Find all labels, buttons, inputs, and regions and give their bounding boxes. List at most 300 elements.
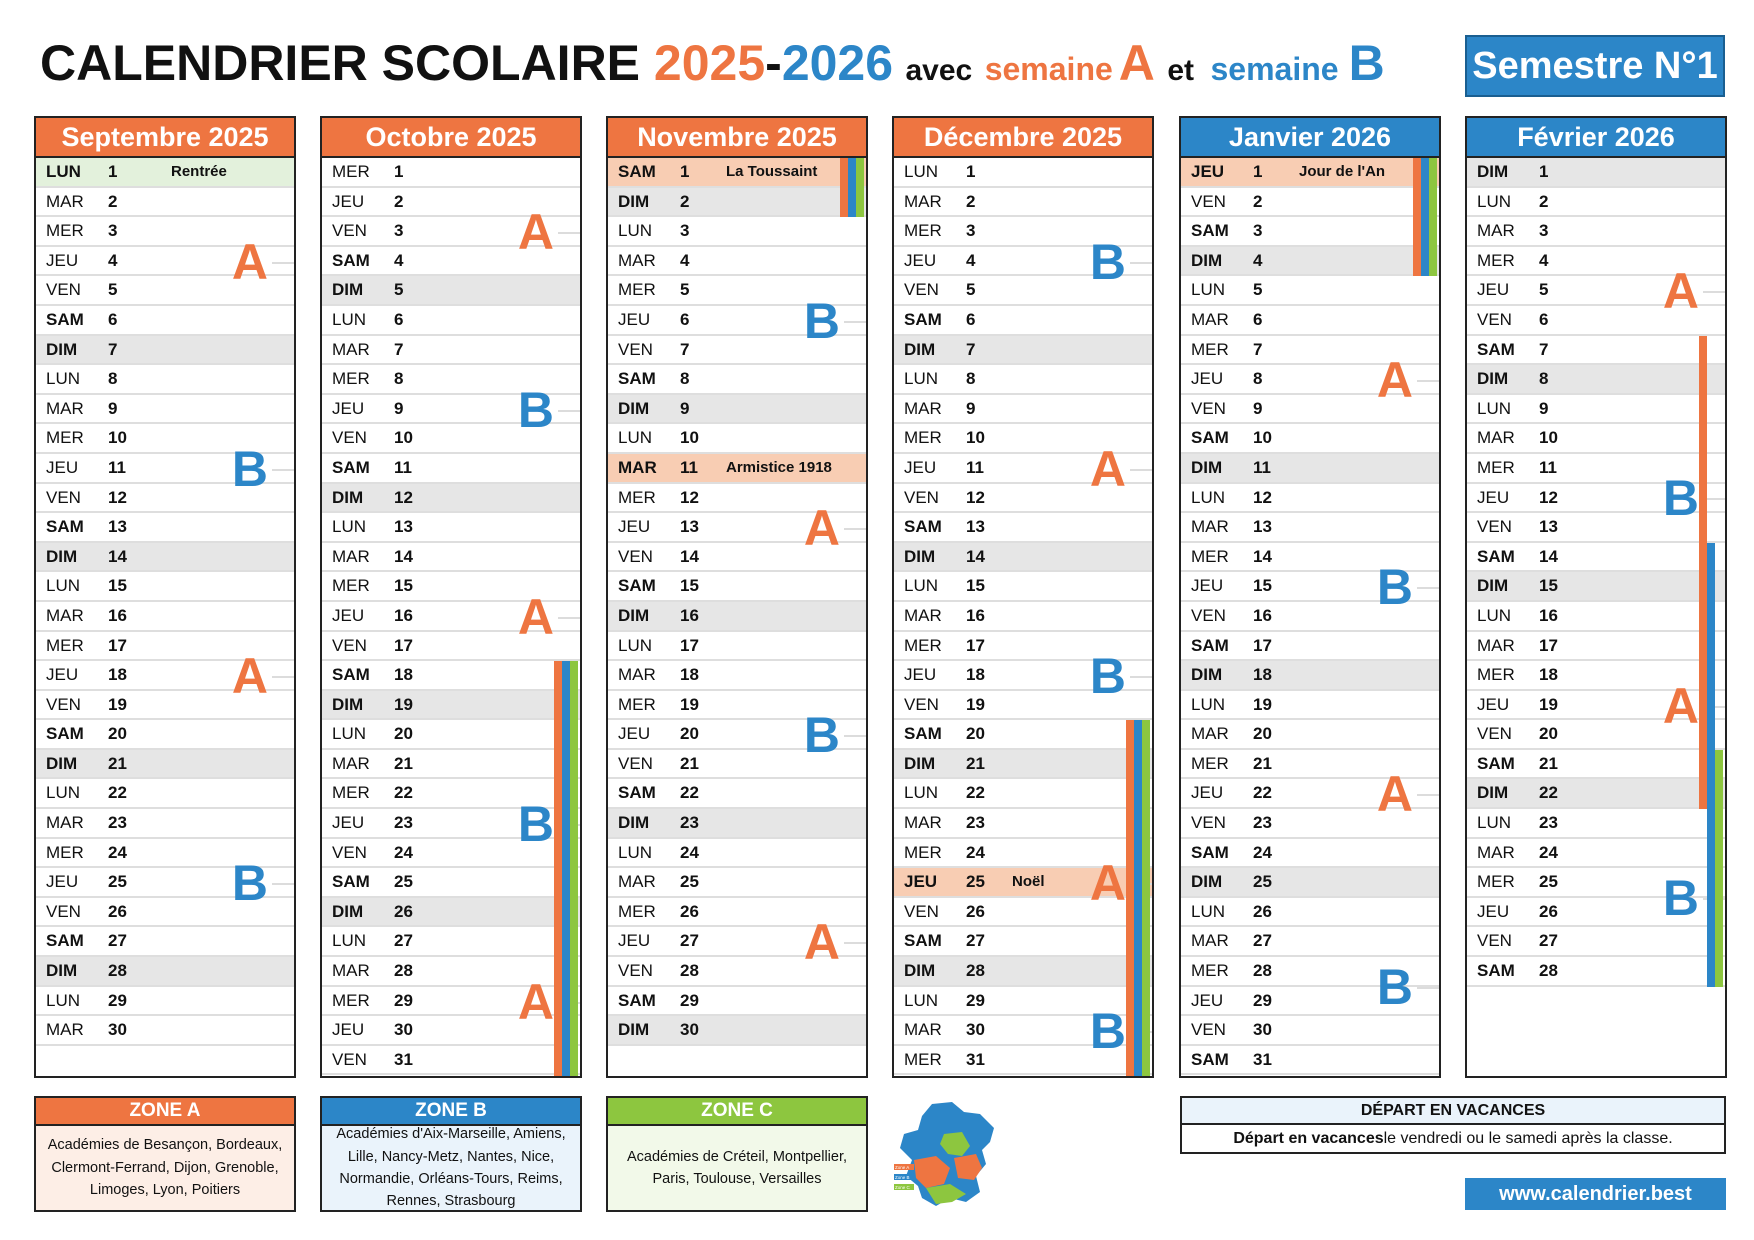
week-letter: B [231,855,268,912]
day-row [894,572,1152,602]
weekday-label: MER [1477,457,1515,477]
day-rows [894,158,1152,1075]
day-row [608,1016,866,1046]
weekday-label: MAR [332,753,370,773]
day-number: 1 [108,162,118,181]
weekday-label: MAR [1477,842,1515,862]
week-marker-line [558,232,580,234]
day-row [36,602,294,632]
day-row [36,543,294,573]
day-event-label: Noël [1012,873,1045,891]
weekday-label: SAM [618,162,656,181]
day-number: 1 [680,162,690,181]
weekday-label: DIM [46,753,78,773]
day-row [608,661,866,691]
week-marker-line [558,617,580,619]
day-number: 26 [394,901,413,921]
weekday-label: LUN [904,783,939,803]
day-number: 28 [680,961,699,981]
month-column [606,116,868,1078]
day-number: 23 [1539,813,1558,833]
day-event-label: La Toussaint [726,163,818,180]
day-number: 13 [1253,517,1272,537]
weekday-label: VEN [618,339,653,359]
weekday-label: VEN [46,487,81,507]
weekday-label: MER [46,221,84,241]
day-row [1181,217,1439,247]
day-number: 6 [680,309,690,329]
weekday-label: LUN [904,162,939,181]
day-number: 11 [966,457,984,477]
day-number: 23 [394,813,413,833]
week-letter: A [517,973,554,1030]
weekday-label: JEU [904,250,937,270]
week-letter: B [1662,470,1699,527]
weekday-label: MAR [1477,635,1515,655]
weekday-label: JEU [46,872,79,892]
day-row [1181,691,1439,721]
weekday-label: SAM [618,783,656,803]
day-row [894,809,1152,839]
week-letter: A [517,204,554,260]
zone-a-title: ZONE A [36,1098,294,1126]
month-header: Décembre 2025 [894,118,1152,158]
weekday-label: LUN [618,635,653,655]
day-number: 30 [680,1020,699,1040]
day-row [1181,1016,1439,1046]
day-row [1467,543,1725,573]
day-number: 19 [1253,694,1272,714]
day-number: 18 [966,665,985,685]
weekday-label: LUN [1477,813,1512,833]
day-number: 16 [1253,605,1272,625]
day-number: 2 [108,191,118,211]
day-number: 4 [1539,250,1549,270]
day-number: 6 [966,309,976,329]
day-number: 9 [680,398,690,418]
day-row [894,750,1152,780]
day-row [894,336,1152,366]
week-letter: B [1089,1003,1126,1060]
weekday-label: DIM [332,901,364,921]
day-number: 3 [108,221,118,241]
day-number: 27 [680,931,699,951]
day-row [322,454,580,484]
day-row [1181,839,1439,869]
day-row [608,632,866,662]
day-row [322,720,580,750]
day-number: 8 [1539,369,1549,389]
day-number: 15 [108,576,127,596]
day-number: 28 [394,961,413,981]
week-letter: B [1376,958,1413,1015]
weekday-label: LUN [332,931,367,951]
zone-b-text: Académies d'Aix-Marseille, Amiens, Lille, Nancy-Metz, Nantes, Nice, Normandie, Orléans-Tours, Reims, Rennes, Strasbourg [322,1126,580,1210]
weekday-label: MAR [1191,517,1229,537]
week-marker-line [844,942,866,944]
zone-b-title: ZONE B [322,1098,580,1126]
weekday-label: DIM [1477,369,1509,389]
day-number: 28 [108,961,127,981]
week-marker-line [1417,380,1439,382]
weekday-label: MER [332,990,370,1010]
day-number: 4 [394,250,404,270]
day-row [608,868,866,898]
weekday-label: LUN [618,842,653,862]
weekday-label: VEN [618,961,653,981]
day-number: 10 [680,428,699,448]
vacation-bar-zone-b [1707,543,1715,987]
day-number: 9 [966,398,976,418]
weekday-label: MAR [1191,931,1229,951]
week-marker-line [1130,676,1152,678]
day-row [36,572,294,602]
zone-c-title: ZONE C [608,1098,866,1126]
day-number: 8 [966,369,976,389]
weekday-label: LUN [1191,901,1226,921]
weekday-label: DIM [1477,576,1509,596]
weekday-label: VEN [332,842,367,862]
day-number: 25 [108,872,127,892]
weekday-label: VEN [1191,398,1226,418]
day-number: 30 [966,1020,985,1040]
weekday-label: VEN [904,694,939,714]
day-row [1181,484,1439,514]
weekday-label: DIM [618,605,650,625]
month-column [320,116,582,1078]
day-row [608,839,866,869]
day-row [1467,779,1725,809]
weekday-label: VEN [1191,813,1226,833]
week-marker-line [1703,291,1725,293]
day-number: 1 [394,162,404,181]
day-row [1467,395,1725,425]
weekday-label: SAM [332,250,370,270]
day-row [1467,424,1725,454]
week-letter: A [803,914,840,971]
day-row [608,158,866,188]
weekday-label: DIM [46,546,78,566]
website-link[interactable]: www.calendrier.best [1465,1178,1726,1210]
day-row [894,306,1152,336]
day-rows [608,158,866,1046]
weekday-label: MAR [332,546,370,566]
weekday-label: DIM [904,546,936,566]
weekday-label: JEU [618,931,651,951]
month-header: Février 2026 [1467,118,1725,158]
day-number: 23 [680,813,699,833]
day-number: 21 [1539,753,1558,773]
day-number: 30 [394,1020,413,1040]
day-number: 20 [1253,724,1272,744]
weekday-label: MAR [904,605,942,625]
title-text: CALENDRIER SCOLAIRE [40,35,654,91]
day-number: 18 [108,665,127,685]
weekday-label: LUN [618,221,653,241]
day-number: 10 [966,428,985,448]
day-number: 21 [108,753,127,773]
day-number: 4 [108,250,118,270]
month-column [1465,116,1727,1078]
weekday-label: MER [1191,753,1229,773]
day-row [1467,602,1725,632]
title-letter-a: A [1118,35,1155,91]
day-row [322,513,580,543]
weekday-label: JEU [618,309,651,329]
day-number: 21 [680,753,699,773]
day-number: 17 [108,635,127,655]
day-number: 20 [1539,724,1558,744]
day-number: 18 [1253,665,1272,685]
day-number: 6 [108,309,118,329]
day-number: 19 [680,694,699,714]
week-letter: B [1662,870,1699,926]
weekday-label: MAR [1191,724,1229,744]
weekday-label: JEU [904,665,937,685]
day-number: 17 [966,635,985,655]
day-row [608,247,866,277]
weekday-label: DIM [904,339,936,359]
day-row [608,572,866,602]
weekday-label: MER [618,694,656,714]
weekday-label: DIM [1191,665,1223,685]
vacation-bar-zone-b [1421,158,1429,276]
day-row [36,395,294,425]
day-row [1467,336,1725,366]
day-number: 19 [394,694,413,714]
weekday-label: MAR [332,339,370,359]
weekday-label: LUN [46,783,81,803]
day-number: 27 [394,931,413,951]
day-row [1181,868,1439,898]
day-row [894,779,1152,809]
day-number: 28 [966,961,985,981]
week-marker-line [272,676,294,678]
weekday-label: JEU [46,457,79,477]
weekday-label: DIM [904,961,936,981]
weekday-label: MER [904,1049,942,1069]
day-number: 14 [1539,546,1558,566]
map-legend-zone-a: Zone A [895,1165,910,1170]
weekday-label: VEN [1191,191,1226,211]
month-header: Septembre 2025 [36,118,294,158]
day-number: 5 [394,280,404,300]
day-event-label: Armistice 1918 [726,458,832,476]
weekday-label: SAM [904,931,942,951]
day-row [1181,632,1439,662]
day-number: 14 [680,546,699,566]
vacation-bar-zone-c [856,158,864,217]
depart-text-rest: le vendredi ou le samedi après la classe. [1383,1129,1673,1147]
day-number: 29 [680,990,699,1010]
weekday-label: MAR [904,398,942,418]
day-number: 11 [394,457,412,477]
day-number: 13 [680,517,699,537]
day-number: 8 [394,369,404,389]
day-number: 5 [966,280,976,300]
day-row [1467,809,1725,839]
week-marker-line [272,883,294,885]
day-number: 3 [680,221,690,241]
weekday-label: MAR [1477,428,1515,448]
day-row [608,424,866,454]
day-number: 24 [108,842,127,862]
day-row [894,365,1152,395]
day-number: 26 [966,901,985,921]
day-row [1181,513,1439,543]
day-number: 31 [966,1049,985,1069]
day-row [1467,927,1725,957]
day-row [608,188,866,218]
day-number: 11 [680,457,698,477]
title-et: et [1167,54,1195,87]
day-number: 28 [1253,961,1272,981]
day-number: 15 [1539,576,1558,596]
day-row [894,188,1152,218]
weekday-label: MER [46,635,84,655]
day-number: 27 [1253,931,1272,951]
day-number: 15 [966,576,985,596]
week-marker-line [272,469,294,471]
week-marker-line [844,321,866,323]
day-rows [1467,158,1725,987]
week-marker-line [1417,587,1439,589]
day-number: 16 [966,605,985,625]
day-row [1181,927,1439,957]
weekday-label: VEN [904,901,939,921]
day-number: 3 [1539,221,1549,241]
day-number: 12 [680,487,699,507]
day-row [608,987,866,1017]
weekday-label: DIM [46,339,78,359]
weekday-label: JEU [1477,694,1510,714]
zone-a-text: Académies de Besançon, Bordeaux, Clermont-Ferrand, Dijon, Grenoble, Limoges, Lyon, Poitiers [36,1126,294,1210]
weekday-label: SAM [332,457,370,477]
day-number: 22 [108,783,127,803]
zone-c-text: Académies de Créteil, Montpellier, Paris, Toulouse, Versailles [608,1126,866,1210]
week-letter: A [1376,766,1413,823]
title-year-start: 2025 [653,35,766,91]
weekday-label: DIM [1477,162,1509,181]
weekday-label: VEN [46,694,81,714]
weekday-label: LUN [1477,398,1512,418]
day-number: 13 [1539,517,1558,537]
week-marker-line [272,262,294,264]
weekday-label: DIM [332,487,364,507]
depart-vacances-box [1180,1096,1726,1154]
day-number: 9 [108,398,118,418]
day-row [36,809,294,839]
week-marker-line [558,410,580,412]
map-legend-zone-c: Zone C [895,1185,910,1190]
day-number: 5 [1539,280,1549,300]
day-number: 2 [1539,191,1549,211]
day-number: 8 [108,369,118,389]
day-row [36,750,294,780]
day-number: 19 [966,694,985,714]
day-row [36,987,294,1017]
day-number: 16 [1539,605,1558,625]
weekday-label: LUN [46,369,81,389]
day-number: 13 [966,517,985,537]
day-number: 10 [1253,428,1272,448]
day-row [608,602,866,632]
day-row [322,691,580,721]
day-number: 29 [108,990,127,1010]
weekday-label: SAM [46,309,84,329]
weekday-label: JEU [1191,783,1224,803]
day-number: 25 [680,872,699,892]
weekday-label: VEN [46,280,81,300]
day-row [322,750,580,780]
day-number: 26 [108,901,127,921]
weekday-label: MER [1477,665,1515,685]
day-number: 26 [1253,901,1272,921]
weekday-label: JEU [1191,162,1225,181]
day-number: 13 [108,517,127,537]
week-letter: B [231,440,268,497]
day-row [36,188,294,218]
day-number: 9 [394,398,404,418]
weekday-label: LUN [46,576,81,596]
week-marker-line [1130,469,1152,471]
day-number: 9 [1539,398,1549,418]
day-row [36,158,294,188]
weekday-label: JEU [332,191,365,211]
day-number: 14 [1253,546,1272,566]
day-row [1467,365,1725,395]
week-marker-line [844,735,866,737]
day-number: 20 [394,724,413,744]
france-zones-map-icon [892,1098,1002,1210]
day-row [894,158,1152,188]
vacation-bar-zone-a [1413,158,1421,276]
weekday-label: DIM [618,813,650,833]
day-number: 7 [394,339,404,359]
month-header: Novembre 2025 [608,118,866,158]
day-row [1181,454,1439,484]
day-row [36,365,294,395]
day-number: 22 [1539,783,1558,803]
weekday-label: LUN [904,576,939,596]
day-number: 3 [394,221,404,241]
zone-b-box [320,1096,582,1212]
weekday-label: DIM [1191,457,1223,477]
weekday-label: LUN [46,990,81,1010]
vacation-bar-zone-a [1699,336,1707,810]
day-number: 19 [108,694,127,714]
day-row [894,957,1152,987]
day-number: 19 [1539,694,1558,714]
week-letter: B [1089,648,1126,704]
day-number: 12 [108,487,127,507]
weekday-label: LUN [332,309,367,329]
day-row [322,306,580,336]
weekday-label: LUN [46,162,81,181]
day-number: 21 [966,753,985,773]
weekday-label: DIM [332,280,364,300]
weekday-label: MAR [46,605,84,625]
day-row [894,513,1152,543]
weekday-label: SAM [1477,546,1515,566]
day-row [1467,957,1725,987]
week-letter: A [1662,677,1699,734]
weekday-label: VEN [1191,605,1226,625]
day-number: 25 [1539,872,1558,892]
day-row [608,809,866,839]
day-number: 2 [394,191,404,211]
day-number: 4 [680,250,690,270]
